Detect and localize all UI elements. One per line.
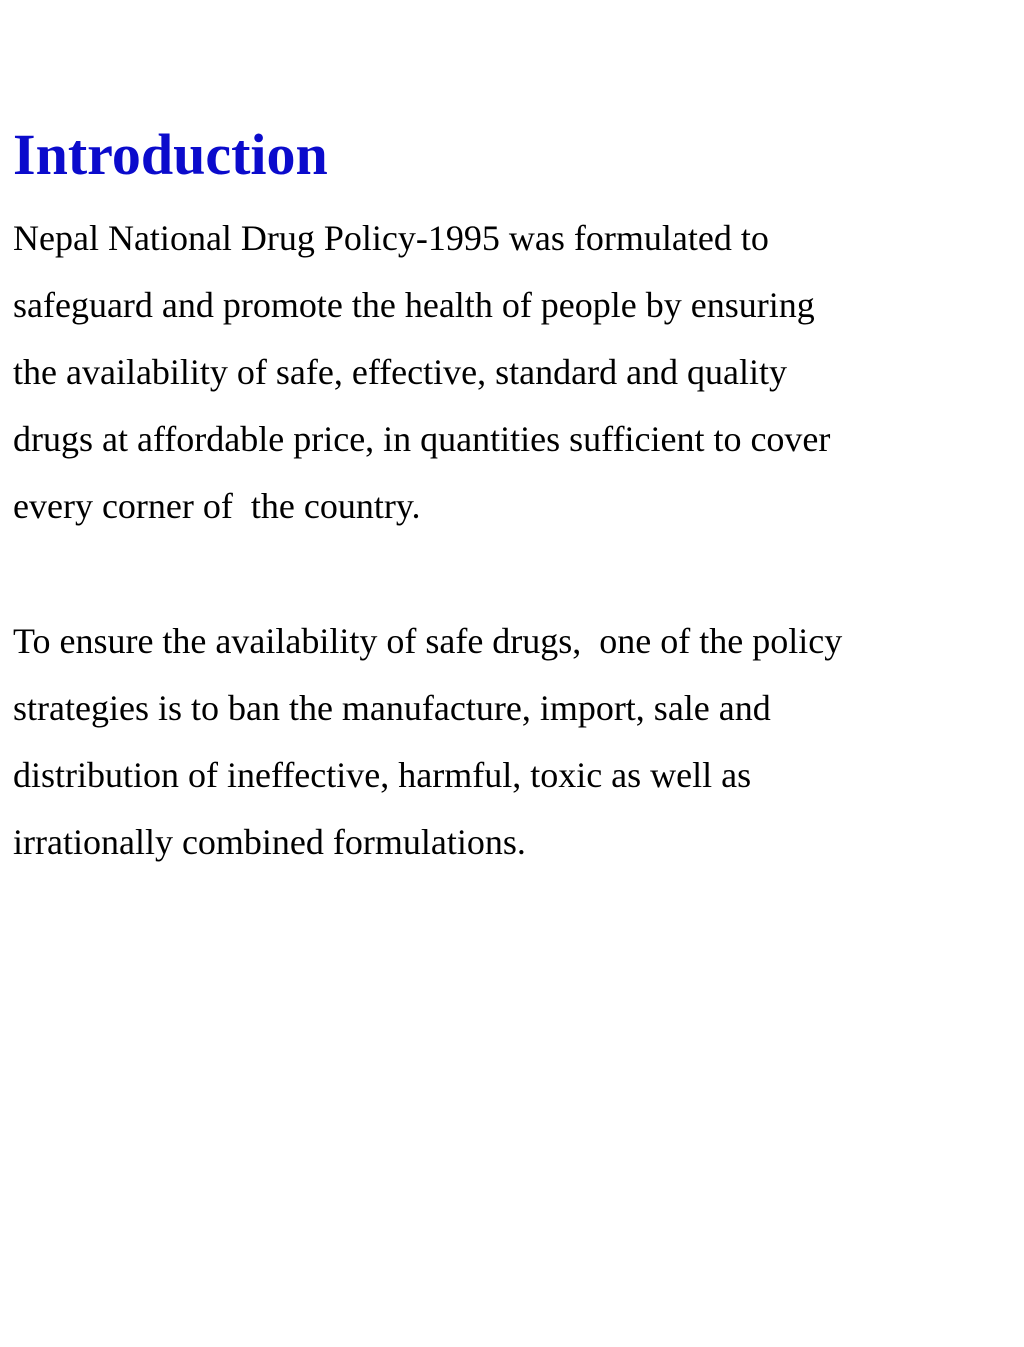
paragraph-1-line-4: drugs at affordable price, in quantities sufficient to cover: [13, 419, 831, 459]
paragraph-1-line-2: safeguard and promote the health of people by ensuring: [13, 285, 815, 325]
paragraph-1-line-5: every corner of the country.: [13, 486, 421, 526]
paragraph-2-line-4: irrationally combined formulations.: [13, 822, 526, 862]
paragraph-1-line-3: the availability of safe, effective, standard and quality: [13, 352, 788, 392]
paragraph-1-line-1: Nepal National Drug Policy-1995 was formulated to: [13, 218, 769, 258]
paragraph-2-line-1: To ensure the availability of safe drugs, one of the policy: [13, 621, 843, 661]
paragraph-2-line-2: strategies is to ban the manufacture, import, sale and: [13, 688, 771, 728]
slide-title: Introduction: [13, 122, 328, 187]
paragraph-2-line-3: distribution of ineffective, harmful, toxic as well as: [13, 755, 752, 795]
